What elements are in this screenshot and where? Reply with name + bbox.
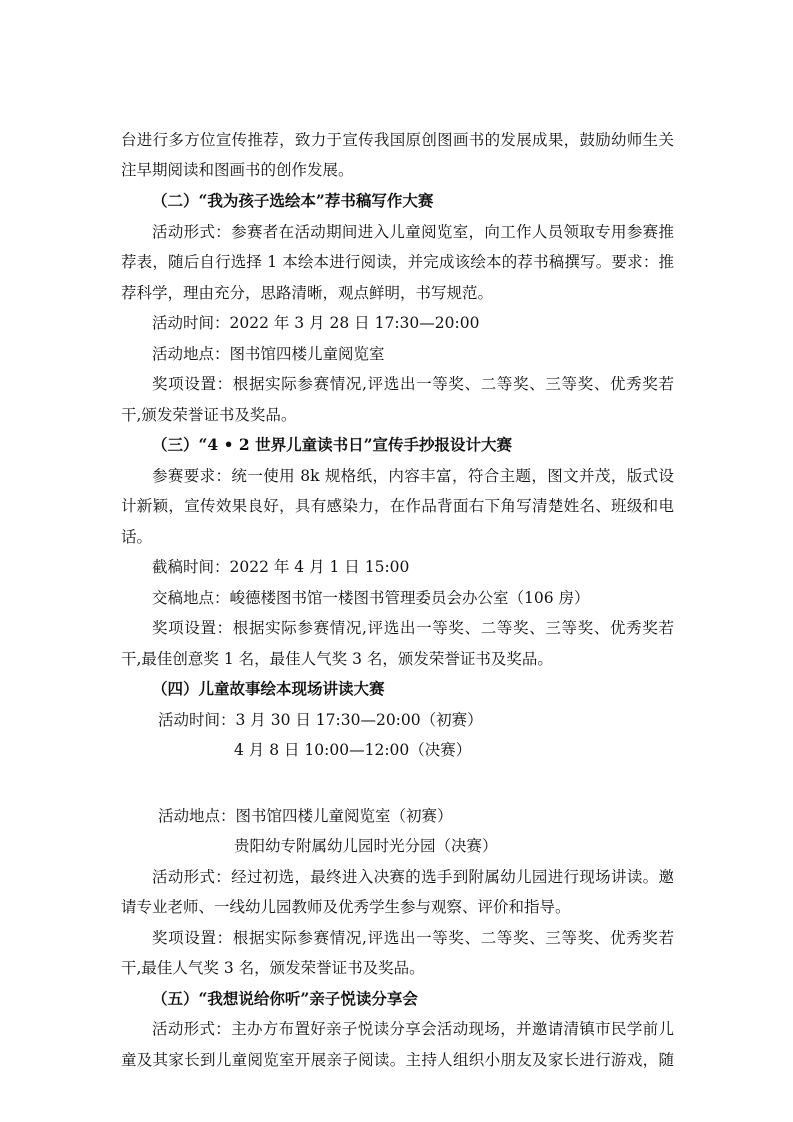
s3-award-line-2: 干,最佳创意奖 1 名，最佳人气奖 3 名，颁发荣誉证书及奖品。 xyxy=(121,650,553,668)
s4-award-line-1: 奖项设置：根据实际参赛情况,评选出一等奖、二等奖、三等奖、优秀奖若 xyxy=(152,929,674,947)
s4-award-line-2: 干,最佳人气奖 3 名，颁发荣誉证书及奖品。 xyxy=(121,959,425,977)
section-4-title: （四）儿童故事绘本现场讲读大赛 xyxy=(152,679,385,698)
s2-place: 活动地点：图书馆四楼儿童阅览室 xyxy=(152,345,385,363)
s5-form-line-2: 童及其家长到儿童阅览室开展亲子阅读。主持人组织小朋友及家长进行游戏，随 xyxy=(121,1051,674,1069)
s3-award-line-1: 奖项设置：根据实际参赛情况,评选出一等奖、二等奖、三等奖、优秀奖若 xyxy=(152,619,674,637)
s3-req-line-2: 计新颖，宣传效果良好，具有感染力，在作品背面右下角写清楚姓名、班级和电 xyxy=(121,497,674,515)
s4-form-line-1: 活动形式：经过初选，最终进入决赛的选手到附属幼儿园进行现场讲读。邀 xyxy=(152,868,674,886)
s4-place-line-1: 活动地点：图书馆四楼儿童阅览室（初赛） xyxy=(158,807,453,825)
s2-award-line-1: 奖项设置：根据实际参赛情况,评选出一等奖、二等奖、三等奖、优秀奖若 xyxy=(152,375,674,393)
s4-time-line-2: 4 月 8 日 10:00—12:00（决赛） xyxy=(234,741,472,759)
intro-line-2: 注早期阅读和图画书的创作发展。 xyxy=(121,161,354,179)
s4-form-line-2: 请专业老师、一线幼儿园教师及优秀学生参与观察、评价和指导。 xyxy=(121,898,571,916)
s2-form-line-2: 荐表，随后自行选择 1 本绘本进行阅读，并完成该绘本的荐书稿撰写。要求：推 xyxy=(121,253,674,271)
s3-req-line-1: 参赛要求：统一使用 8k 规格纸，内容丰富，符合主题，图文并茂，版式设 xyxy=(152,467,674,485)
s3-place: 交稿地点：峻德楼图书馆一楼图书管理委员会办公室（106 房） xyxy=(152,589,590,607)
section-3-title: （三）“4 • 2 世界儿童读书日”宣传手抄报设计大赛 xyxy=(152,435,512,454)
intro-line-1: 台进行多方位宣传推荐，致力于宣传我国原创图画书的发展成果，鼓励幼师生关 xyxy=(121,131,674,149)
section-2-title: （二）“我为孩子选绘本”荐书稿写作大赛 xyxy=(152,191,434,210)
section-5-title: （五）“我想说给你听”亲子悦读分享会 xyxy=(152,989,418,1008)
s3-req-line-3: 话。 xyxy=(121,528,153,546)
s2-award-line-2: 干,颁发荣誉证书及奖品。 xyxy=(121,406,297,424)
s5-form-line-1: 活动形式：主办方布置好亲子悦读分享会活动现场，并邀请清镇市民学前儿 xyxy=(152,1020,674,1038)
s2-form-line-1: 活动形式：参赛者在活动期间进入儿童阅览室，向工作人员领取专用参赛推 xyxy=(152,223,674,241)
s2-form-line-3: 荐科学，理由充分，思路清晰，观点鲜明，书写规范。 xyxy=(121,284,494,302)
s3-deadline: 截稿时间：2022 年 4 月 1 日 15:00 xyxy=(152,558,410,576)
s2-time: 活动时间：2022 年 3 月 28 日 17:30—20:00 xyxy=(152,314,480,332)
s4-time-line-1: 活动时间：3 月 30 日 17:30—20:00（初赛） xyxy=(158,711,483,729)
s4-place-line-2: 贵阳幼专附属幼儿园时光分园（决赛） xyxy=(234,837,498,855)
